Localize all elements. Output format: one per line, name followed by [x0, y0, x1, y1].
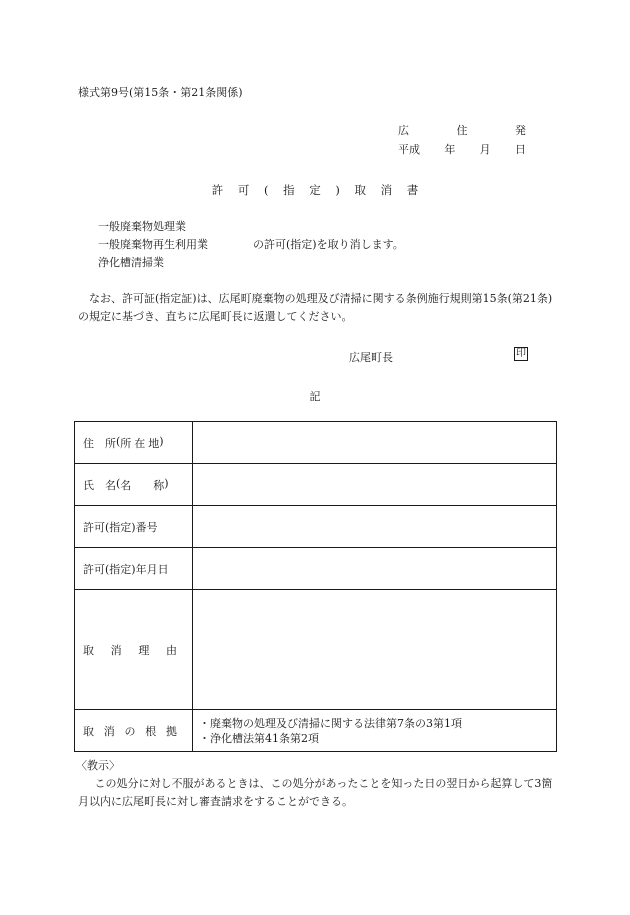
date-month: 月	[479, 143, 491, 156]
basis-value	[193, 710, 557, 752]
table-row	[75, 506, 557, 548]
details-table	[74, 421, 557, 752]
address-value[interactable]	[193, 422, 557, 464]
business-type-septic: 浄化槽清掃業	[98, 256, 164, 269]
permit-number-value[interactable]	[193, 506, 557, 548]
permit-date-label: 許可(指定)年月日	[75, 548, 193, 590]
seal-mark: 印	[516, 348, 526, 359]
reason-label: 取 消 理 由	[75, 590, 193, 710]
name-value[interactable]	[193, 464, 557, 506]
issuer-char: 住	[456, 124, 468, 137]
permit-date-value[interactable]	[193, 548, 557, 590]
date-era: 平成	[398, 143, 420, 156]
issuer-char: 広	[398, 124, 409, 137]
table-row	[75, 422, 557, 464]
issuer-number	[398, 122, 526, 138]
form-number: 様式第9号(第15条・第21条関係)	[78, 86, 243, 99]
table-row	[75, 590, 557, 710]
mayor-name: 広尾町長	[349, 351, 393, 364]
ki-heading: 記	[309, 390, 321, 403]
date-day: 日	[514, 143, 526, 156]
table-row	[75, 464, 557, 506]
basis-line: ・廃棄物の処理及び清掃に関する法律第7条の3第1項	[199, 716, 462, 730]
return-notice: なお、許可証(指定証)は、広尾町廃棄物の処理及び清掃に関する条例施行規則第15条(第21条)の規定に基づき、直ちに広尾町長に返還してください。	[78, 292, 553, 323]
issuer-char: 発	[515, 124, 526, 137]
table-row	[75, 710, 557, 752]
instruction-heading: 〈教示〉	[76, 759, 120, 772]
basis-line: ・浄化槽法第41条第2項	[199, 731, 319, 745]
reason-value[interactable]	[193, 590, 557, 710]
issue-date	[398, 141, 526, 157]
cancel-statement: の許可(指定)を取り消します。	[253, 238, 404, 251]
basis-label: 取 消 の 根 拠	[75, 710, 193, 752]
instruction-text: この処分に対し不服があるときは、この処分があったことを知った日の翌日から起算して3箇月以内に広尾町長に対し審査請求をすることができる。	[78, 777, 553, 808]
permit-number-label: 許可(指定)番号	[75, 506, 193, 548]
date-year: 年	[444, 143, 456, 156]
business-type-recycling: 一般廃棄物再生利用業	[98, 238, 208, 251]
address-label: 住 所 ( 所 在 地 )	[75, 422, 193, 464]
document-title: 許 可 ( 指 定 ) 取 消 書	[211, 183, 419, 197]
table-row	[75, 548, 557, 590]
business-type-general: 一般廃棄物処理業	[98, 220, 186, 233]
name-label: 氏 名 ( 名 称 )	[75, 464, 193, 506]
